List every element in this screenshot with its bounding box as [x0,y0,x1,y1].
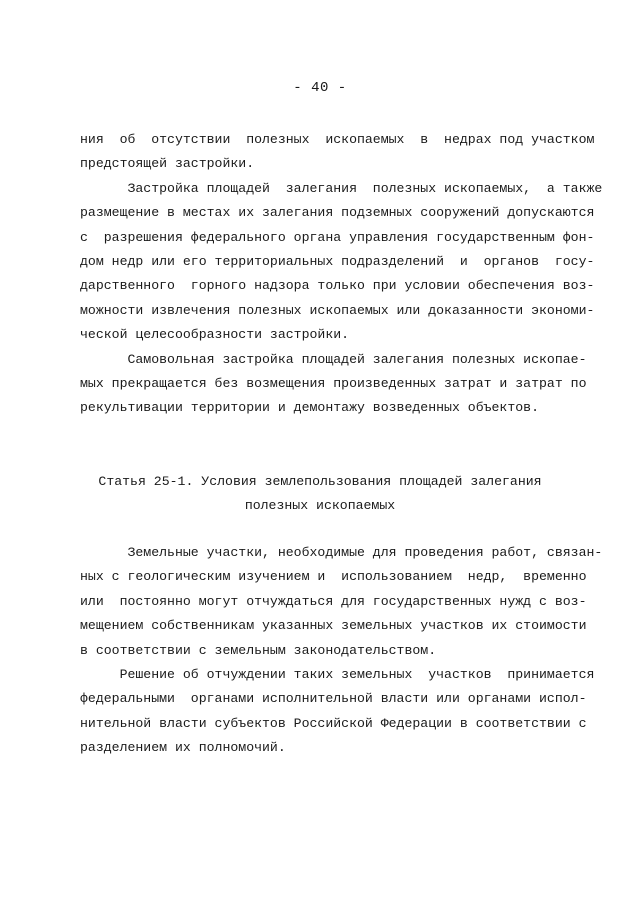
article-heading-line-2: полезных ископаемых [244,498,396,514]
text-line: предстоящей застройки. [80,156,255,172]
article-heading-line-1: Статья 25-1. Условия землепользования площадей залегания [98,474,542,489]
text-line: ческой целесообразности застройки. [80,327,350,343]
text-line: ных с геологическим изучением и использованием недр, временно [80,569,587,585]
article-body [80,541,603,761]
text-line: ния об отсутствии полезных ископаемых в недрах под участком [80,132,595,147]
page-number: - 40 - [293,80,347,96]
text-line: федеральными органами исполнительной власти или органами испол- [80,691,587,707]
text-line: Застройка площадей залегания полезных ископаемых, а также [80,180,603,196]
text-line: Самовольная застройка площадей залегания полезных ископае- [80,351,587,367]
text-line: разделением их полномочий. [80,740,286,756]
text-line: мых прекращается без возмещения произведенных затрат и затрат по [80,375,587,391]
text-line: Решение об отчуждении таких земельных участков принимается [80,666,595,682]
text-line: с разрешения федерального органа управления государственным фон- [80,229,595,245]
text-line: Земельные участки, необходимые для проведения работ, связан- [80,545,603,560]
text-line: в соответствии с земельным законодательством. [80,642,437,658]
article-heading [0,469,640,518]
paragraph-unauthorized-development [80,348,587,421]
text-line: или постоянно могут отчуждаться для государственных нужд с воз- [80,593,587,609]
paragraph-land-plots [80,541,603,663]
text-line: дарственного горного надзора только при условии обеспечения воз- [80,278,595,294]
text-line: дом недр или его территориальных подразделений и органов госу- [80,253,595,269]
text-line: размещение в местах их залегания подземных сооружений допускаются [80,205,595,221]
text-line: мещением собственникам указанных земельных участков их стоимости [80,618,587,634]
text-line: можности извлечения полезных ископаемых или доказанности экономи- [80,302,595,318]
text-line: рекультивации территории и демонтажу возведенных объектов. [80,400,539,416]
text-line: нительной власти субъектов Российской Федерации в соответствии с [80,715,587,731]
paragraph-continuation [80,128,595,177]
paragraph-alienation-decision [80,663,595,761]
paragraph-development-restrictions [80,177,603,348]
top-text-block [80,128,603,421]
